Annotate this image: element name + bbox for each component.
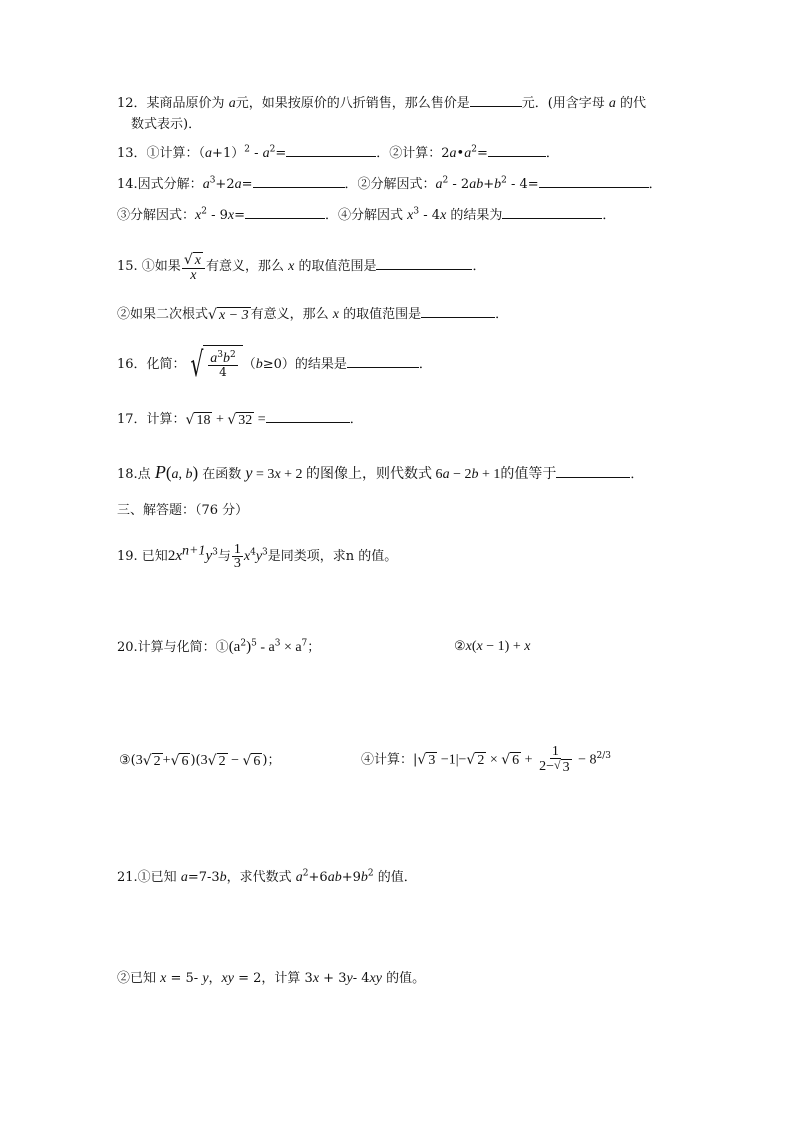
question-12-line-1	[117, 94, 646, 113]
q21-var: b	[360, 870, 368, 885]
q20-expr: − 1) +	[482, 639, 525, 654]
q19-exp: 3	[212, 547, 218, 558]
q13-text: =	[275, 146, 287, 161]
q19-coef: 2	[167, 548, 176, 564]
question-20-part4	[361, 745, 611, 776]
q18-text: 在函数	[198, 467, 246, 482]
q14b-exp: 3	[413, 206, 420, 217]
q14-var: a	[234, 177, 242, 192]
q20-text: 20.计算与化简：①	[117, 640, 229, 655]
q21b-var: xy	[369, 971, 382, 986]
q21b-var: xy	[221, 971, 234, 986]
q20b-radicand: 6	[512, 753, 520, 768]
q20-expr: - a	[256, 640, 275, 655]
q18-text: )	[192, 463, 199, 482]
q12-text: 数式表示)．	[131, 117, 202, 132]
answer-blank[interactable]	[245, 206, 325, 219]
q20-exp: 3	[274, 638, 281, 649]
q15b-radicand: x − 3	[218, 307, 249, 323]
q18-var: P	[154, 462, 166, 482]
answer-blank[interactable]	[502, 206, 602, 219]
answer-blank[interactable]	[376, 257, 472, 270]
q14-var: a	[202, 177, 210, 192]
q16-den: 4	[219, 365, 227, 379]
question-20-part2	[454, 638, 530, 656]
q21-text: =7-3	[187, 870, 220, 885]
q14-text: +2	[215, 177, 235, 192]
q12-text: 12．某商品原价为	[117, 96, 229, 111]
q15b-text: 有意义，那么	[250, 307, 333, 322]
q14-text: 14.因式分解：	[117, 177, 203, 192]
q19-exp: n+1	[181, 543, 206, 559]
q21b-text: ②已知	[117, 971, 161, 986]
q13-var: a	[205, 146, 213, 161]
q14-text: - 2	[448, 177, 470, 192]
answer-blank[interactable]	[421, 305, 495, 318]
q12-var: a	[228, 96, 236, 111]
q19-text: 与	[217, 549, 231, 564]
answer-blank[interactable]	[286, 144, 376, 157]
q19-exp: 4	[250, 547, 256, 558]
q13-text: +1）	[212, 146, 245, 161]
q14-text: ．②分解因式：	[344, 177, 436, 192]
q18-text: (	[165, 463, 172, 482]
answer-blank[interactable]	[266, 410, 350, 423]
q21b-text: ，	[208, 971, 222, 986]
q14b-text: - 9	[206, 208, 228, 223]
q19-var: y	[205, 548, 213, 564]
sqrt-6: √ 6	[170, 752, 189, 769]
q20b-text: ④计算：|	[361, 752, 418, 768]
q15-text: 的取值范围是	[294, 259, 377, 274]
q20b-radicand: 2	[477, 753, 485, 768]
q20b-op: +	[162, 753, 171, 768]
q20-var: x	[524, 639, 531, 654]
q20b-radicand: 2	[153, 753, 161, 769]
q20b-radicand: 6	[253, 753, 261, 769]
q13-text: 13．①计算：（	[117, 146, 206, 161]
q21b-text: - 4	[352, 971, 370, 986]
q21b-var: y	[202, 971, 209, 986]
answer-blank[interactable]	[470, 94, 522, 107]
q14-text: =	[241, 177, 253, 192]
q15-text: ．	[472, 259, 486, 274]
q21-var: a	[180, 870, 188, 885]
q21b-text: + 3	[319, 971, 347, 986]
q14b-text: ．④分解因式	[325, 208, 408, 223]
q14b-text: - 4	[419, 208, 441, 223]
q21b-var: y	[346, 971, 353, 986]
question-16	[117, 344, 432, 386]
question-20-part1	[117, 638, 320, 657]
q21-text: +6	[308, 870, 328, 885]
q19-den: 3	[233, 556, 241, 571]
q20b-op: ×	[486, 752, 502, 768]
q13-exp: 2	[471, 144, 477, 155]
q19-text: 是同类项，求n 的值。	[267, 549, 398, 564]
q20b-exp: 2/3	[596, 751, 611, 762]
q16-text: （	[242, 357, 256, 372]
answer-blank[interactable]	[556, 465, 630, 478]
q12-text: 的代	[615, 96, 647, 111]
q19-exp: 3	[262, 547, 268, 558]
q15b-text: ．	[495, 307, 509, 322]
q13-text: -	[249, 146, 263, 161]
q20-var: x	[476, 639, 483, 654]
q21-text: 的值．	[373, 870, 417, 885]
q14b-exp: 2	[201, 206, 207, 217]
q15-var: x	[194, 252, 201, 268]
q20-exp: 2	[240, 638, 247, 649]
q14-var: ab	[469, 177, 484, 192]
q18-text: = 3	[252, 467, 275, 482]
q20b-radicand: 3	[562, 760, 570, 775]
q12-var: a	[608, 96, 616, 111]
sqrt-3: √ 3	[417, 752, 436, 768]
q15-var: x	[190, 267, 197, 283]
answer-blank[interactable]	[253, 175, 345, 188]
q21-exp: 2	[367, 868, 374, 879]
q20b-op: − 8	[574, 752, 597, 768]
q15b-text: 的取值范围是	[338, 307, 422, 322]
q20b-op: +	[521, 752, 537, 768]
q14b-var: x	[440, 208, 447, 223]
question-20-part3	[119, 748, 280, 774]
q14b-var: x	[407, 208, 414, 223]
q18-var: a	[171, 467, 179, 482]
question-15-part2	[117, 305, 508, 324]
section-3-title: 三、解答题：（76 分）	[117, 503, 249, 518]
question-19	[117, 539, 397, 574]
q14b-text: =	[234, 208, 246, 223]
reciprocal-fraction: 1 2− √ 3	[539, 744, 570, 775]
q18-var: a	[442, 467, 450, 482]
q20b-radicand: 2	[218, 753, 226, 769]
q20-expr: )	[246, 639, 252, 655]
q20-expr: (	[471, 639, 477, 654]
q18-text: ,	[178, 467, 186, 482]
one-third-fraction	[232, 543, 243, 570]
q17-text: ．	[349, 412, 363, 427]
q20b-coef: 3	[135, 753, 143, 768]
q15-text: 15. ①如果	[117, 259, 181, 274]
sqrt-32: √ 32	[227, 411, 253, 428]
q21b-var: x	[312, 971, 320, 986]
q16-text: ≥0）的结果是	[262, 357, 347, 372]
q13-var: a	[449, 146, 457, 161]
q16-exp: 3	[217, 350, 223, 360]
sqrt-2: √ 2	[207, 752, 226, 769]
question-12-line-2	[131, 116, 201, 134]
q17-text: +	[212, 412, 228, 427]
q16-text: ．	[418, 357, 432, 372]
answer-blank[interactable]	[539, 175, 649, 188]
q20b-text: )(	[190, 753, 201, 768]
q20b-coef: 3	[200, 753, 208, 768]
q20b-text: )；	[262, 753, 281, 768]
question-21-part2	[117, 970, 425, 988]
q15b-text: ②如果二次根式	[117, 307, 209, 322]
q18-var: b	[185, 467, 193, 482]
q14-text: +	[483, 177, 495, 192]
q20-text: ②	[454, 639, 466, 654]
q18-text: + 1的值等于	[478, 467, 557, 482]
answer-blank[interactable]	[488, 144, 546, 157]
q20b-text: ③(	[119, 753, 136, 768]
q21b-text: = 2，计算 3	[233, 971, 313, 986]
q12-text: 元，如果按原价的八折销售，那么售价是	[235, 96, 470, 111]
sqrt-18: √ 18	[185, 411, 211, 428]
q20-var: x	[465, 639, 472, 654]
q20b-radicand: 3	[428, 753, 436, 768]
q20b-den: 2−	[539, 759, 554, 775]
q21b-text: 的值。	[381, 971, 426, 986]
q12-text: 元．(用含字母	[521, 96, 609, 111]
q14b-var: x	[227, 208, 235, 223]
sqrt-x-minus-3: √ x − 3	[208, 306, 249, 323]
q17-text: =	[254, 412, 266, 427]
q21-text: +9	[341, 870, 361, 885]
q18-text: + 2 的图像上，则代数式 6	[280, 467, 443, 482]
q14-exp: 2	[442, 175, 449, 186]
q16-var: a	[210, 351, 218, 366]
q14-var: a	[435, 177, 443, 192]
q19-var: y	[255, 549, 263, 564]
sqrt-2: √ 2	[466, 752, 485, 768]
q16-var: b	[222, 351, 230, 366]
q20b-op: −	[227, 753, 243, 768]
q16-text: 16．化简：	[117, 357, 186, 372]
q14b-var: x	[195, 208, 202, 223]
q14b-text: ③分解因式：	[117, 208, 196, 223]
q14-exp: 3	[209, 175, 216, 186]
q21b-text: = 5-	[166, 971, 203, 986]
q20-exp: 7	[301, 638, 308, 649]
q16-var: b	[255, 357, 263, 372]
sqrt-6: √ 6	[501, 752, 520, 768]
answer-blank[interactable]	[347, 355, 419, 368]
q16-exp: 2	[229, 350, 236, 360]
q13-exp: 2	[244, 144, 250, 155]
q14-text: - 4=	[506, 177, 539, 192]
q21-text: ，求代数式	[226, 870, 296, 885]
q13-text: ．②计算：2	[376, 146, 450, 161]
sqrt-2: √ 2	[142, 752, 161, 769]
q13-var: a	[262, 146, 270, 161]
q15-var: x	[288, 259, 295, 274]
q20b-radicand: 6	[181, 753, 189, 769]
q21-text: 21.①已知	[117, 870, 181, 885]
q18-var: y	[245, 465, 253, 482]
q14-exp: 2	[501, 175, 507, 186]
q13-exp: 2	[269, 144, 276, 155]
q21-var: ab	[327, 870, 342, 885]
q18-text: ．	[630, 467, 644, 482]
section-heading	[117, 502, 248, 520]
q19-text: 19. 已知	[117, 549, 168, 564]
q15b-var: x	[332, 307, 339, 322]
q13-var: a	[464, 146, 472, 161]
question-21	[117, 869, 417, 887]
q17-radicand: 32	[238, 412, 253, 428]
q14-var: b	[494, 177, 502, 192]
q20-expr: (a	[228, 639, 241, 655]
q14-text: ．	[648, 177, 662, 192]
q15-text: 有意义，那么	[205, 259, 289, 274]
q20-expr: × a	[280, 640, 302, 655]
question-17	[117, 410, 363, 429]
q13-text: =	[476, 146, 488, 161]
question-13	[117, 144, 559, 163]
question-18	[117, 463, 643, 484]
q19-var: x	[175, 548, 182, 564]
q18-var: x	[274, 467, 281, 482]
q20b-num: 1	[551, 744, 559, 759]
q20b-op: −1|−	[437, 752, 467, 768]
q18-var: b	[471, 467, 479, 482]
q20-exp: 5	[251, 638, 257, 649]
q13-text: ．	[545, 146, 559, 161]
q13-text: •	[456, 146, 465, 161]
q21-var: a	[295, 870, 303, 885]
sqrt-x-over-x-fraction: √ x x	[182, 252, 205, 282]
q17-radicand: 18	[196, 412, 211, 428]
q21-var: b	[219, 870, 227, 885]
q18-text: − 2	[449, 467, 472, 482]
q20-text: ；	[307, 640, 321, 655]
q21b-var: x	[160, 971, 167, 986]
q21-exp: 2	[302, 868, 309, 879]
q14b-text: 的结果为	[446, 208, 503, 223]
q18-text: 18.点	[117, 467, 155, 482]
q19-num: 1	[233, 542, 241, 557]
q17-text: 17．计算：	[117, 412, 186, 427]
q19-var: x	[243, 549, 251, 564]
question-14-part2	[117, 206, 615, 225]
sqrt-6: √ 6	[242, 752, 261, 769]
sqrt-fraction: √ $\frac{a^3b^2}{4}$	[186, 345, 243, 385]
question-14	[117, 175, 662, 194]
q14b-text: ．	[602, 208, 616, 223]
question-15	[117, 249, 485, 285]
